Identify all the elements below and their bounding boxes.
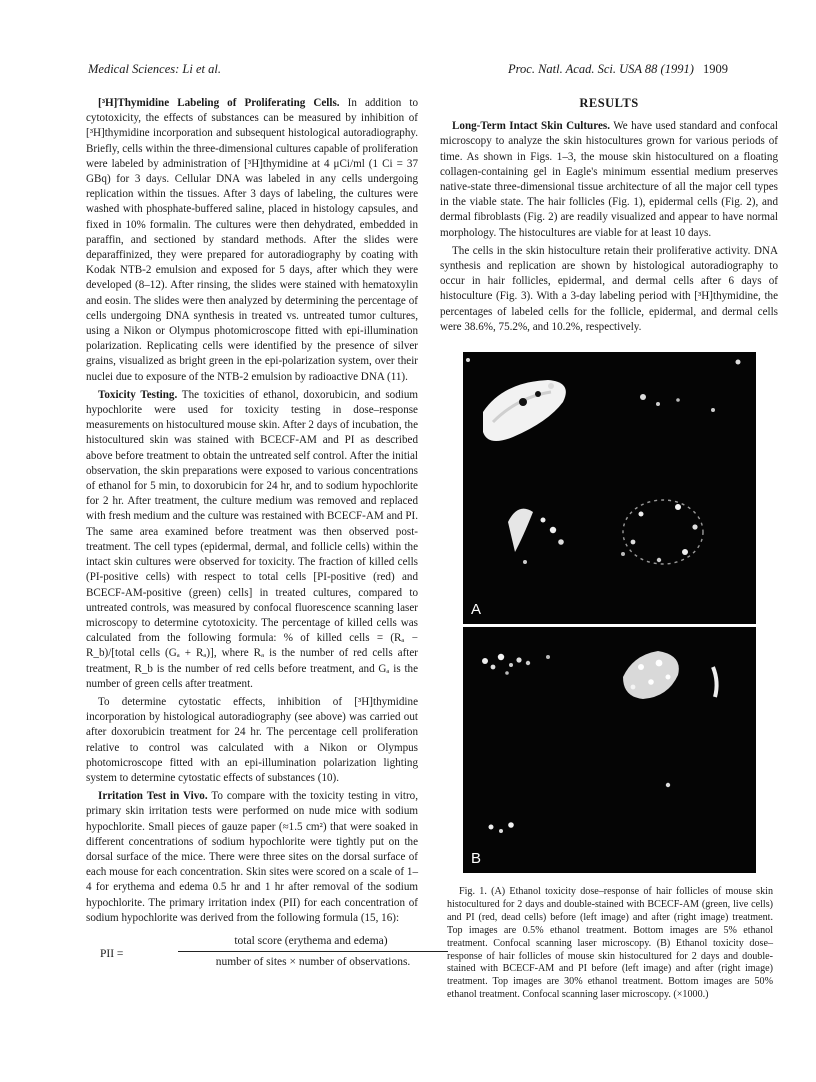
section-heading-irritation: Irritation Test in Vivo. — [98, 790, 208, 803]
figure-caption: Fig. 1. (A) Ethanol toxicity dose–response of hair follicles of mouse skin histocultured for 2 days and double-stained with BCECF-AM (green, live cells) and PI (red, dead cells) before (left image) and after (right image) treatment. Top images are 0.5% ethanol treatment. Bottom images are 5% ethanol treatment. Confocal scanning laser microscopy. (B) Ethanol toxicity dose–response of hair follicles of mouse skin histocultured for 2 days and double-stained with BCECF-AM and PI before (left image) and after (right image) treatment. Top images are 30% ethanol treatment. Bottom images are 50% ethanol treatment. Confocal scanning laser microscopy. (×1000.) — [447, 886, 773, 1001]
micrograph-panel-b — [463, 627, 756, 873]
left-column — [86, 96, 418, 978]
section-heading-thymidine: [³H]Thymidine Labeling of Proliferating Cells. — [98, 97, 340, 109]
panel-label-a: A — [471, 601, 482, 618]
paragraph-cytostatic: To determine cytostatic effects, inhibition of [³H]thymidine incorporation by histological autoradiography (see above) was carried out after doxorubicin treatment for 24 hr. The percentage cell proliferation relative to control was calculated with a Nikon or Olympus photomicroscope fitted with an epi-illumination polarization lighting system to determine cytostatic effects of substances (10). — [86, 695, 418, 784]
running-head-section: Medical Sciences: Li et al. — [88, 62, 221, 76]
paragraph-irritation-test — [86, 789, 418, 926]
page-number: 1909 — [703, 62, 728, 76]
journal-citation: Proc. Natl. Acad. Sci. USA 88 (1991) — [508, 62, 694, 76]
equation-numerator: total score (erythema and edema) — [234, 934, 388, 947]
section-heading-toxicity: Toxicity Testing. — [98, 388, 178, 401]
paragraph-toxicity-testing — [86, 388, 418, 692]
equation-denominator: number of sites × number of observations. — [215, 955, 411, 968]
micrograph-panel-a — [463, 352, 756, 624]
paragraph-long-term-cultures — [440, 119, 778, 241]
page-header — [88, 62, 728, 78]
figure-1-panel-b — [463, 627, 756, 873]
paragraph-text: We have used standard and confocal microscopy to analyze the skin histocultures grown for various periods of time. As shown in Figs. 1–3, the mouse skin histocultured on a floating collagen-containing gel in Eagle's minimum essential medium preserves native-state three-dimensional tissue architecture of all the major cell types in the viable state. The hair follicles (Fig. 1), epidermal cells (Fig. 2), and dermal fibroblasts (Fig. 2) are readily visualized and appear to have normal morphology. The histocultures are viable for at least 10 days. — [440, 120, 779, 239]
panel-label-b: B — [471, 850, 482, 867]
section-heading-cultures: Long-Term Intact Skin Cultures. — [452, 120, 610, 133]
paragraph-text: In addition to cytotoxicity, the effects of substances can be measured by inhibition of [³H]thymidine incorporation and subsequent histological autoradiography. Briefly, cells within the three-dimensional cultures capable of proliferation were labeled by administration of [³H]thymidine at 4 μCi/ml (1 Ci = 37 GBq) for 3 days. Cellular DNA was labeled in any cells undergoing replication within the tissues. After 3 days of labeling, the cultures were washed with phosphate-buffered saline, placed in histology capsules, and fixed in 10% formalin. The cultures were then dehydrated, embedded in paraffin, and sectioned by standard methods. After the slides were deparaffinized, they were prepared for autoradiography by coating with Kodak NTB-2 emulsion and exposed for 5 days, after which they were developed (8–12). After rinsing, the slides were stained with hematoxylin and eosin. The slides were then analyzed by determining the percentage of cells undergoing DNA synthesis in treated vs. untreated tumor cultures, using a Nikon or Olympus photomicroscope fitted with epi-illumination polarization. Replicating cells were identified by the presence of silver grains, visualized as bright green in the epi-polarization system, over their nuclei due to exposure of the NTB-2 emulsion by radioactive DNA (11). — [86, 97, 418, 383]
paragraph-proliferative-activity: The cells in the skin histoculture retain their proliferative activity. DNA synthesis and replication are shown by histological autoradiography to occur in hair follicles, epidermal, and dermal cells after 6 days of histoculture (Fig. 3). With a 3-day labeling period with [³H]thymidine, the percentages of labeled cells for the follicle, epidermal, and dermal cells were 38.6%, 75.2%, and 10.2%, respectively. — [440, 244, 778, 333]
paragraph-thymidine-labeling — [86, 96, 418, 385]
paragraph-text: To compare with the toxicity testing in vitro, primary skin irritation tests were performed on nude mice with sodium hypochlorite. Small pieces of gauze paper (≈1.5 cm²) that were soaked in different concentrations of sodium hypochlorite were tightly put on the dorsal surface of the mice. There were three sites on the dorsal surface of each mouse for each concentration. Skin sites were scored on a scale of 1–4 for erythema and edema 0.5 hr and 1 hr after removal of the sodium hypochlorite. The primary irritation index (PII) for each concentration of sodium hypochlorite was derived from the following formula (15, 16): — [86, 790, 418, 924]
pii-equation — [86, 934, 418, 978]
paragraph-text: The toxicities of ethanol, doxorubicin, and sodium hypochlorite were used for toxicity testing in dose–response measurements on histocultured mouse skin. After 2 days of incubation, the histocultured skin was stained with BCECF-AM and PI as described above before treatment to obtain the untreated self control. After the initial observation, the skin preparations were exposed to various concentrations of ethanol for 5 min, to doxorubicin for 24 hr, and to sodium hypochlorite for 2 hr. After treatment, the culture medium was removed and replaced with fresh medium and the culture was restained with BCECF-AM and PI. The same area examined before treatment was then observed post-treatment. The cell types (epidermal, dermal, and follicle cells) within the intact skin cultures were observed for toxicity. The fraction of killed cells (PI-positive cells) with respect to total cells [PI-positive (red) and BCECF-AM-positive (green) cells] in treated cultures, compared to untreated controls, was measured by confocal fluorescence scanning laser microscopy to determine cytotoxicity. The percentage of killed cells was calculated from the following formula: % of killed cells = (Rₐ − R_b)/[total cells (Gₐ + Rₐ)], where Rₐ is the number of red cells after treatment, R_b is the number of red cells before treatment, and Gₐ is the number of green cells after treatment. — [86, 388, 418, 690]
results-heading: RESULTS — [579, 96, 639, 110]
right-column — [440, 96, 778, 338]
fraction-bar — [178, 951, 448, 952]
figure-1-panel-a — [463, 352, 756, 624]
equation-lhs: PII = — [100, 947, 124, 960]
